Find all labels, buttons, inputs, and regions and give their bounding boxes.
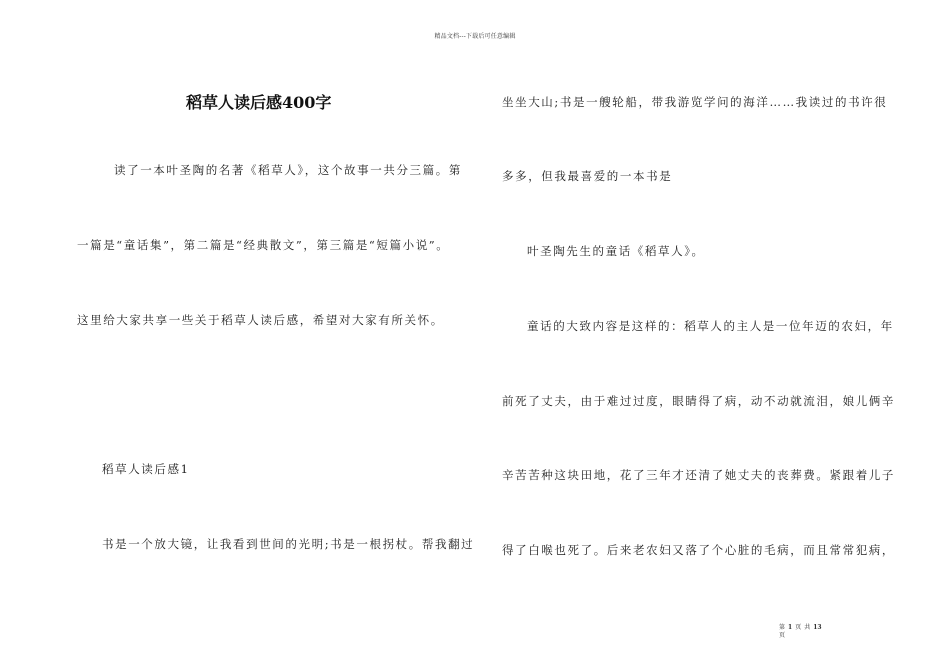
paragraph-line: 前死了丈夫，由于难过过度，眼睛得了病，动不动就流泪，娘儿俩辛: [502, 394, 895, 408]
page-header: 精品文档---下载后可任意编辑: [434, 33, 516, 40]
document-title: 稻草人读后感400字: [186, 93, 332, 112]
paragraph-line: 坐坐大山;书是一艘轮船，带我游览学问的海洋……我读过的书许很: [502, 95, 888, 109]
paragraph-line: 多多，但我最喜爱的一本书是: [502, 169, 673, 183]
paragraph-line: 书是一个放大镜，让我看到世间的光明;书是一根拐杖。帮我翻过: [102, 537, 475, 551]
paragraph-line: 辛苦苦种这块田地，花了三年才还清了她丈夫的丧葬费。紧跟着儿子: [502, 468, 895, 482]
page-total: 13: [813, 624, 822, 631]
footer-ye: 页: [795, 624, 802, 631]
page-number: 1: [788, 624, 793, 631]
paragraph-line: 得了白喉也死了。后来老农妇又落了个心脏的毛病，而且常常犯病，: [502, 543, 895, 557]
paragraph-line: 叶圣陶先生的童话《稻草人》。: [527, 244, 705, 258]
paragraph-line: 一篇是“童话集”，第二篇是“经典散文”，第三篇是“短篇小说”。: [77, 238, 450, 252]
paragraph-line: 童话的大致内容是这样的：稻草人的主人是一位年迈的农妇，年: [527, 319, 894, 333]
footer-ye2: 页: [779, 632, 786, 639]
paragraph-line: 读了一本叶圣陶的名著《稻草人》，这个故事一共分三篇。第: [114, 163, 462, 177]
footer-di: 第: [779, 624, 786, 631]
section-heading: 稻草人读后感1: [102, 462, 190, 476]
paragraph-line: 这里给大家共享一些关于稻草人读后感，希望对大家有所关怀。: [77, 313, 444, 327]
page-footer: [779, 624, 825, 640]
footer-gong: 共: [804, 624, 811, 631]
